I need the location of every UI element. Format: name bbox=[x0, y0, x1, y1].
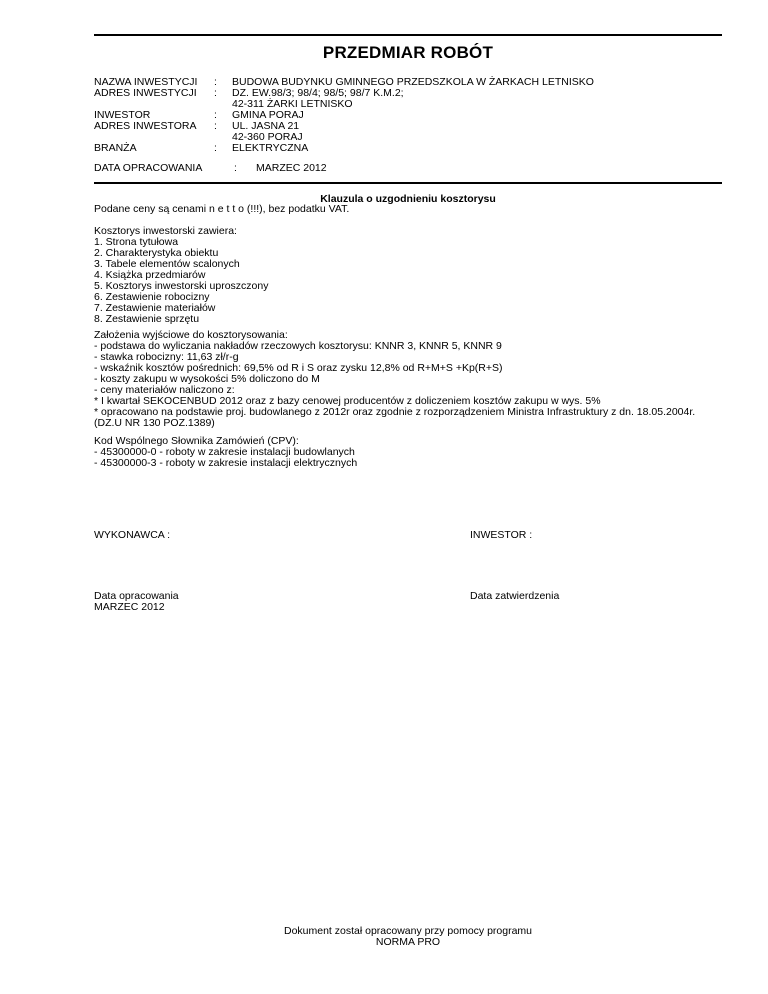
list-item: 4. Książka przedmiarów bbox=[94, 269, 206, 281]
investment-address-label: ADRES INWESTYCJI bbox=[94, 87, 197, 99]
colon: : bbox=[214, 120, 217, 132]
list-item: * opracowano na podstawie proj. budowlanego z 2012r oraz zgodnie z rozporządzeniem Ministra Infrastruktury z dn. 18.05.2004r. (DZ.U NR 130 POZ.1389) bbox=[94, 406, 696, 429]
prepared-date-value: MARZEC 2012 bbox=[94, 601, 165, 613]
list-item: 3. Tabele elementów scalonych bbox=[94, 258, 240, 270]
footer-line-1: Dokument został opracowany przy pomocy programu bbox=[283, 925, 533, 937]
cpv-heading: Kod Wspólnego Słownika Zamówień (CPV): bbox=[94, 435, 299, 447]
list-item: - podstawa do wyliczania nakładów rzeczowych kosztorysu: KNNR 3, KNNR 5, KNNR 9 bbox=[94, 340, 502, 352]
list-item: 7. Zestawienie materiałów bbox=[94, 302, 216, 314]
list-item: - 45300000-0 - roboty w zakresie instalacji budowlanych bbox=[94, 446, 355, 458]
list-item: - 45300000-3 - roboty w zakresie instalacji elektrycznych bbox=[94, 457, 358, 469]
investor-address-label: ADRES INWESTORA bbox=[94, 120, 197, 132]
list-item: - ceny materiałów naliczono z: bbox=[94, 384, 235, 396]
footer bbox=[94, 926, 722, 948]
clause-text: Podane ceny są cenami n e t t o (!!!), bez podatku VAT. bbox=[94, 203, 350, 215]
investor-address-line-2: 42-360 PORAJ bbox=[232, 131, 303, 143]
investor-address-line-1: UL. JASNA 21 bbox=[232, 120, 300, 132]
colon: : bbox=[214, 76, 217, 88]
investment-address-line-1: DZ. EW.98/3; 98/4; 98/5; 98/7 K.M.2; bbox=[232, 87, 404, 99]
list-item: 2. Charakterystyka obiektu bbox=[94, 247, 219, 259]
investor-value: GMINA PORAJ bbox=[232, 109, 304, 121]
colon: : bbox=[234, 162, 237, 174]
branch-label: BRANŻA bbox=[94, 142, 137, 154]
section-divider bbox=[94, 182, 722, 184]
list-item: - koszty zakupu w wysokości 5% doliczono do M bbox=[94, 373, 320, 385]
date-value: MARZEC 2012 bbox=[256, 162, 327, 174]
list-item: 1. Strona tytułowa bbox=[94, 236, 179, 248]
clause-title: Klauzula o uzgodnieniu kosztorysu bbox=[320, 193, 496, 205]
assumptions-section bbox=[94, 330, 722, 429]
cpv-section bbox=[94, 436, 722, 469]
top-divider bbox=[94, 34, 722, 36]
list-item: 5. Kosztorys inwestorski uproszczony bbox=[94, 280, 269, 292]
list-item: 6. Zestawienie robocizny bbox=[94, 291, 210, 303]
list-item: * I kwartał SEKOCENBUD 2012 oraz z bazy cenowej producentów z doliczeniem kosztów zakupu w wys. 5% bbox=[94, 395, 601, 407]
investment-address-line-2: 42-311 ŻARKI LETNISKO bbox=[232, 98, 353, 110]
date-label: DATA OPRACOWANIA bbox=[94, 162, 203, 174]
colon: : bbox=[214, 87, 217, 99]
branch-value: ELEKTRYCZNA bbox=[232, 142, 309, 154]
list-item: 8. Zestawienie sprzętu bbox=[94, 313, 200, 325]
contents-section bbox=[94, 226, 722, 325]
contractor-signature-label: WYKONAWCA : bbox=[94, 529, 171, 541]
colon: : bbox=[214, 109, 217, 121]
approved-date-label: Data zatwierdzenia bbox=[470, 590, 560, 602]
list-item: - wskaźnik kosztów pośrednich: 69,5% od R i S oraz zysku 12,8% od R+M+S +Kp(R+S) bbox=[94, 362, 503, 374]
contents-heading: Kosztorys inwestorski zawiera: bbox=[94, 225, 237, 237]
investment-name-label: NAZWA INWESTYCJI bbox=[94, 76, 198, 88]
page-title: PRZEDMIAR ROBÓT bbox=[322, 43, 494, 62]
colon: : bbox=[214, 142, 217, 154]
assumptions-heading: Założenia wyjściowe do kosztorysowania: bbox=[94, 329, 288, 341]
investor-label: INWESTOR bbox=[94, 109, 151, 121]
prepared-date-label: Data opracowania bbox=[94, 590, 179, 602]
investment-name-value: BUDOWA BUDYNKU GMINNEGO PRZEDSZKOLA W ŻARKACH LETNISKO bbox=[232, 76, 594, 88]
investor-signature-label: INWESTOR : bbox=[470, 529, 533, 541]
list-item: - stawka robocizny: 11,63 zł/r-g bbox=[94, 351, 239, 363]
footer-line-2: NORMA PRO bbox=[375, 936, 441, 948]
